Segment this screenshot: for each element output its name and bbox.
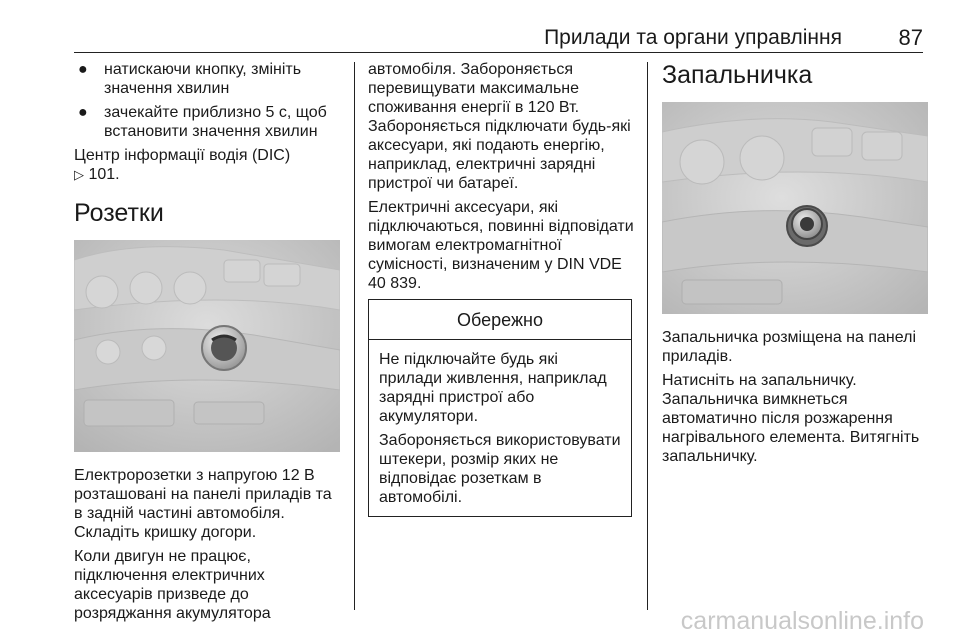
column-1 bbox=[74, 60, 344, 628]
cigarette-lighter-illustration bbox=[662, 102, 928, 314]
power-socket-illustration bbox=[74, 240, 340, 452]
bullet-item: ● зачекайте приблизно 5 с, щоб встановити значення хвилин bbox=[78, 104, 327, 140]
column-divider bbox=[647, 62, 648, 610]
section-heading-sockets: Розетки bbox=[74, 199, 164, 227]
header-rule bbox=[74, 52, 923, 53]
column-2 bbox=[368, 60, 636, 517]
lighter-paragraph: Натисніть на запальничку. Запальничка вимкнеться автоматично після розжарення нагрівального елемента. Витягніть запальничку. bbox=[662, 372, 920, 465]
watermark-text: carmanualsonline.info bbox=[680, 607, 924, 635]
sockets-paragraph: Електричні аксесуари, які підключаються, повинні відповідати вимогам електромагнітної сумісності, визначеним у DIN VDE 40 839. bbox=[368, 199, 634, 292]
bullet-icon: ● bbox=[78, 104, 88, 121]
sockets-paragraph: Коли двигун не працює, підключення електричних аксесуарів призведе до розряджання акумулятора bbox=[74, 548, 271, 622]
caution-box bbox=[368, 299, 632, 517]
bullet-icon: ● bbox=[78, 61, 88, 78]
lighter-paragraph: Запальничка розміщена на панелі приладів. bbox=[662, 329, 917, 365]
caution-title: Обережно bbox=[369, 300, 631, 340]
section-heading-lighter: Запальничка bbox=[662, 61, 813, 89]
column-3 bbox=[662, 60, 927, 471]
cross-reference[interactable]: Центр інформації водія (DIC) ▷ 101. bbox=[74, 147, 291, 183]
caution-text: Забороняється використовувати штекери, розмір яких не відповідає розеткам в автомобілі. bbox=[379, 432, 621, 506]
bullet-item: ● натискаючи кнопку, змініть значення хвилин bbox=[78, 61, 302, 97]
sockets-paragraph: Електророзетки з напругою 12 В розташовані на панелі приладів та в задній частині автомобіля. Складіть кришку догори. bbox=[74, 467, 332, 541]
column-divider bbox=[354, 62, 355, 610]
caution-text: Не підключайте будь які прилади живлення, наприклад зарядні пристрої або акумулятори. bbox=[379, 351, 607, 425]
sockets-paragraph: автомобіля. Забороняється перевищувати максимальне споживання енергії в 120 Вт. Забороняється підключати будь-які аксесуари, які подають енергію, наприклад, електричні зарядні пристрої чи батареї. bbox=[368, 61, 631, 192]
page-header-title: Прилади та органи управління bbox=[544, 26, 842, 49]
caution-body bbox=[369, 340, 631, 516]
page-number: 87 bbox=[898, 25, 923, 50]
page-ref-icon: ▷ bbox=[74, 167, 84, 182]
